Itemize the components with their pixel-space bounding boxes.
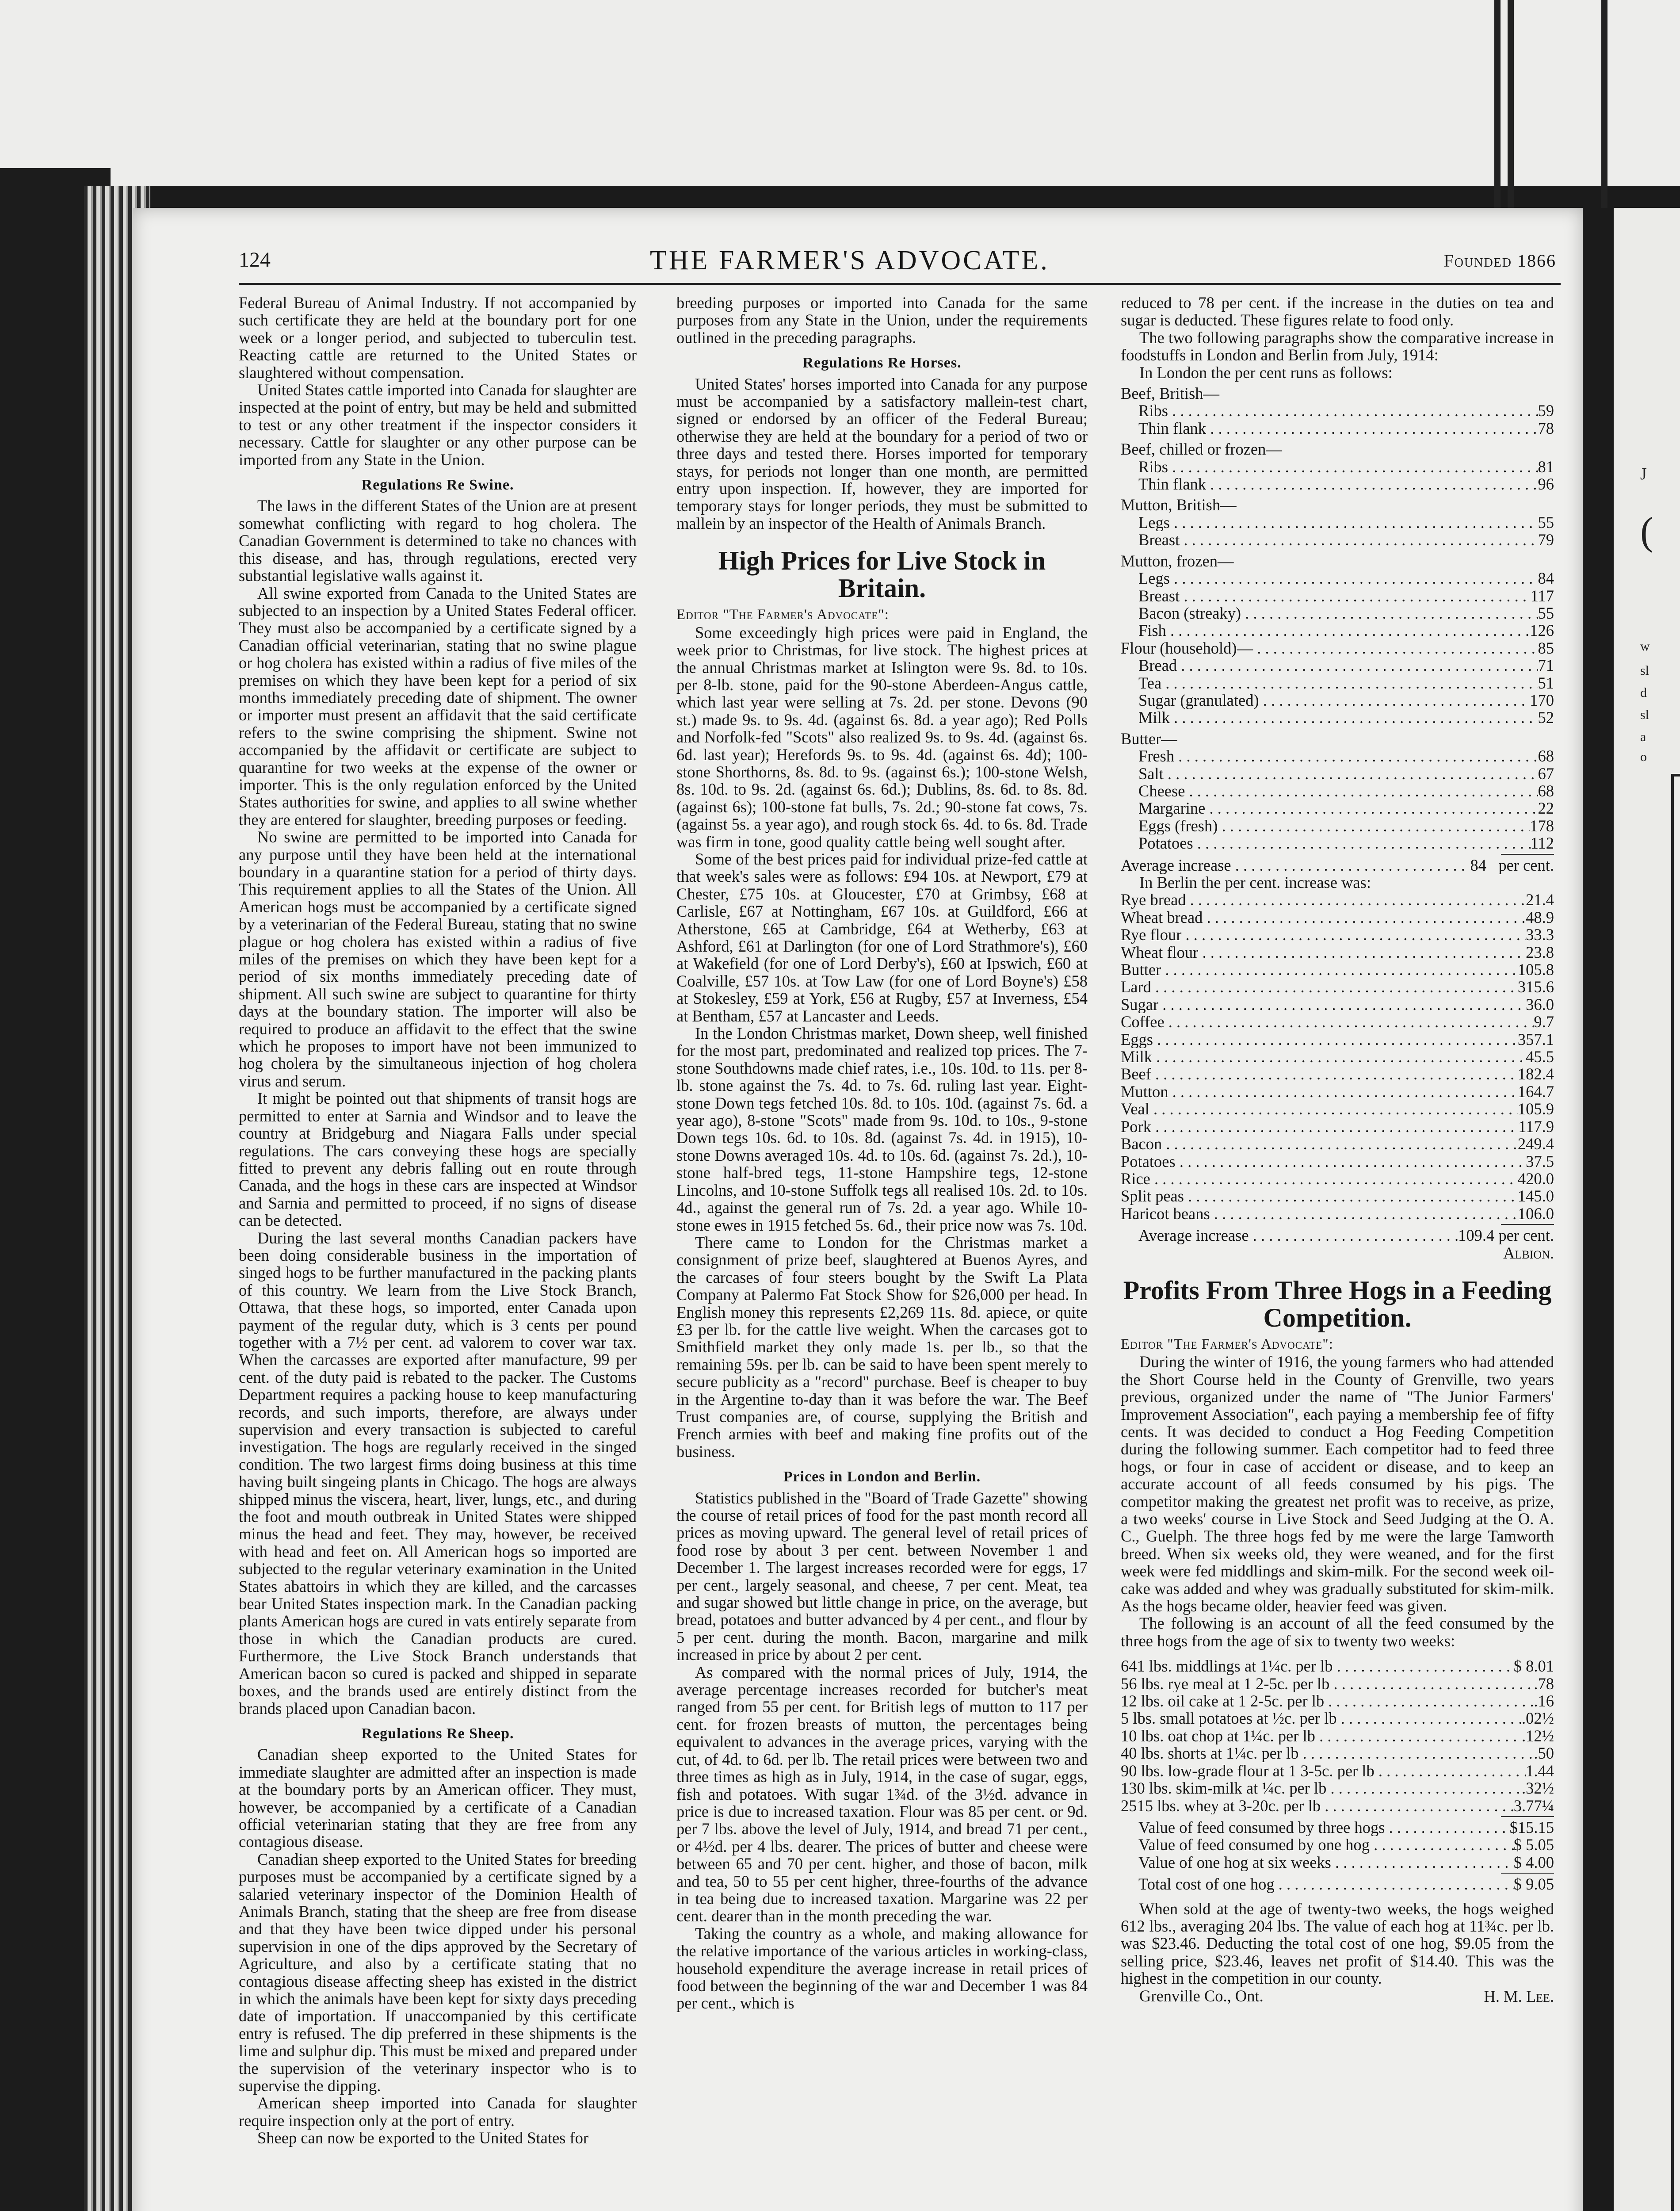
paragraph: The two following paragraphs show the comparative increase in foodstuffs in London and Berlin from July, 1914: xyxy=(1121,328,1554,364)
row-value: $ 5.05 xyxy=(1513,1836,1554,1854)
table-row xyxy=(1121,639,1554,657)
row-value: 3.77¼ xyxy=(1513,1796,1554,1815)
row-value: 23.8 xyxy=(1526,943,1554,961)
row-label: 10 lbs. oat chop at 1¼c. per lb . . . xyxy=(1121,1727,1522,1744)
row-label: Veal . . . xyxy=(1121,1100,1518,1117)
paragraph: Canadian sheep exported to the United States for breeding purposes must be accompanied by a certificate signed by a salaried veterinary inspector of the Dominion Health of Animals Branch, stating that the sheep are free from disease and that they have been twice dipped under his personal supervision in one of the dips approved by the Secretary of Agriculture, and also by a certificate stating that no contagious disease affecting sheep has existed in the district in which the animals have been kept for sixty days preceding date of importation. If unaccompanied by this certificate entry is refused. The dip preferred in these shipments is the lime and sulphur dip. This must be mixed and prepared under the supervision of the veterinary inspector who is to supervise the dipping. xyxy=(239,1850,637,2095)
row-label: Legs . . . xyxy=(1138,570,1538,587)
row-value: 1.44 xyxy=(1526,1761,1554,1780)
binding-shadow-top xyxy=(1463,0,1614,208)
founded-note: Founded 1866 xyxy=(1443,251,1556,271)
table-row xyxy=(1121,402,1554,419)
london-rows xyxy=(1121,747,1554,852)
table-row xyxy=(1121,514,1554,531)
table-row xyxy=(1121,657,1554,674)
row-value: 170 xyxy=(1530,691,1554,709)
scan-background-top xyxy=(0,0,1680,186)
table-category: Beef, chilled or frozen— xyxy=(1121,440,1282,459)
row-value: 79 xyxy=(1538,531,1554,549)
row-value: 71 xyxy=(1538,656,1554,675)
table-row xyxy=(1121,1135,1554,1152)
row-value: 81 xyxy=(1538,457,1554,476)
table-row xyxy=(1121,458,1554,475)
table-row xyxy=(1121,570,1554,587)
row-label: Average increase . . . xyxy=(1138,1227,1458,1244)
section-heading: Regulations Re Horses. xyxy=(802,355,962,371)
row-label: Legs . . . xyxy=(1138,514,1538,531)
row-label: Beef . . . xyxy=(1121,1065,1518,1083)
paragraph: As compared with the normal prices of July, 1914, the average percentage increases recorded for butcher's meat ranged from 55 per cent. for British legs of mutton to 117 per cent. for frozen breasts of mutton, the percentages being equivalent to advances in the average prices, varying with the cut, of 4d. to 6d. per lb. The retail prices were between two and three times as high as in July, 1914, in the case of sugar, eggs, fish and potatoes. With sugar 1¾d. of the 3½d. advance in price is due to increased taxation. Flour was 85 per cent. or 9d. per 7 lbs. above the level of July, 1914, and bread 71 per cent., or 4½d. per 4 lbs. dearer. The prices of butter and cheese were between 65 and 70 per cent. higher, and those of bacon, milk and tea, 50 to 55 per cent higher, three-fourths of the advance in tea being due to increased taxation. Margarine was 22 per cent. dearer than in the month preceding the war. xyxy=(676,1663,1088,1925)
table-row xyxy=(1138,747,1554,765)
table-row xyxy=(1138,799,1554,817)
row-value: 78 xyxy=(1538,419,1554,437)
row-value: 105.9 xyxy=(1517,1100,1554,1118)
row-label: Milk . . . xyxy=(1138,709,1538,726)
place-line: Grenville Co., Ont. xyxy=(1139,1986,1264,2005)
row-label: Rye bread . . . xyxy=(1121,891,1526,908)
row-label: Total cost of one hog . . . xyxy=(1138,1875,1514,1893)
page-number: 124 xyxy=(239,248,271,272)
table-row xyxy=(1121,1031,1554,1048)
row-label: Thin flank . . . xyxy=(1138,475,1538,493)
table-row xyxy=(1138,622,1554,639)
row-label: Margarine . . . xyxy=(1138,799,1538,817)
row-value: .12½ xyxy=(1522,1726,1554,1745)
table-row xyxy=(1121,1083,1554,1100)
table-row xyxy=(1121,674,1554,692)
row-value: 315.6 xyxy=(1517,978,1554,996)
paragraph: No swine are permitted to be imported into Canada for any purpose until they have been held at the international boundary in a quarantine station for a period of thirty days. This requirement applies to all the States of the Union. All American hogs must be accompanied by a certificate signed by a veterinarian of the Federal Bureau, stating that no swine plague or hog cholera has existed within a radius of five miles of the premises on which they have been kept for a period of six months immediately preceding date of shipment. All such swine are subject to quarantine for thirty days at the boundary station. The importer will also be required to produce an affidavit to the effect that the swine which he proposes to import have not been immunized to hog cholera by the simultaneous injection of hog cholera virus and serum. xyxy=(239,828,637,1090)
table-rule xyxy=(1501,1816,1554,1817)
row-label: 641 lbs. middlings at 1¼c. per lb . . . xyxy=(1121,1657,1514,1675)
row-value: 105.8 xyxy=(1517,960,1554,979)
row-label: 130 lbs. skim-milk at ¼c. per lb . . . xyxy=(1121,1779,1522,1797)
table-category: Butter— xyxy=(1121,729,1177,748)
row-label: 5 lbs. small potatoes at ½c. per lb . . . xyxy=(1121,1710,1522,1727)
paragraph: United States' horses imported into Canada for any purpose must be accompanied by a satisfactory mallein-test chart, signed or endorsed by an officer of the Federal Bureau; otherwise they are held at the boundary for a period of two or three days and tested there. Horses imported for temporary stays, for periods not longer than one month, are permitted entry upon inspection. If, however, they are imported for temporary stays for longer periods, they must be submitted to mallein by an inspector of the Health of Animals Branch. xyxy=(676,375,1088,532)
row-value: 59 xyxy=(1538,402,1554,420)
row-value: $ 8.01 xyxy=(1513,1657,1554,1675)
average-value: 84 xyxy=(1470,856,1486,874)
table-row xyxy=(1121,420,1554,437)
row-value: .32½ xyxy=(1522,1779,1554,1798)
paragraph: American sheep imported into Canada for slaughter require inspection only at the port of entry. xyxy=(239,2094,637,2130)
table-row xyxy=(1121,891,1554,908)
table-rule xyxy=(1501,1224,1554,1225)
author-signature: Albion. xyxy=(1503,1243,1554,1262)
row-value: 117 xyxy=(1530,586,1554,605)
berlin-price-table xyxy=(1121,891,1554,1222)
row-label: Bacon . . . xyxy=(1121,1135,1518,1152)
row-value: 126 xyxy=(1530,621,1554,640)
row-value: 48.9 xyxy=(1526,908,1554,926)
row-label: Ribs . . . xyxy=(1138,402,1538,419)
row-label: 56 lbs. rye meal at 1 2-5c. per lb . . . xyxy=(1121,1675,1534,1692)
table-row xyxy=(1121,1013,1554,1030)
row-value: 52 xyxy=(1538,708,1554,727)
column-2 xyxy=(676,294,1088,2012)
row-value: 182.4 xyxy=(1517,1065,1554,1083)
london-rows xyxy=(1121,604,1554,639)
london-categories xyxy=(1121,385,1554,604)
table-row xyxy=(1121,1744,1554,1762)
row-label: Split peas . . . xyxy=(1121,1187,1518,1205)
table-row xyxy=(1138,1836,1554,1853)
row-value: 357.1 xyxy=(1517,1030,1554,1048)
paragraph: It might be pointed out that shipments of transit hogs are permitted to enter at Sarnia and Windsor and to leave the country at Bridgeburg and Niagara Falls under special regulations. The cars conveying these hogs are specially fitted to prevent any debris falling out en route through Canada, and the hogs in these cars are inspected at Windsor and Sarnia and permitted to proceed, if no signs of disease can be detected. xyxy=(239,1089,637,1230)
paragraph: Sheep can now be exported to the United States for xyxy=(257,2129,589,2147)
row-label: Milk . . . xyxy=(1121,1048,1526,1065)
table-row xyxy=(1121,909,1554,926)
row-label: Sugar (granulated) . . . xyxy=(1138,692,1530,709)
facing-page-fragment xyxy=(1614,208,1680,2211)
section-heading: Regulations Re Swine. xyxy=(361,477,514,493)
table-row xyxy=(1121,475,1554,493)
table-row xyxy=(1138,817,1554,834)
paragraph: Taking the country as a whole, and making allowance for the relative importance of the various articles in working-class, household expenditure the average increase in retail prices of food between the beginning of the war and December 1 was 84 per cent., which is xyxy=(676,1924,1088,2012)
row-value: 249.4 xyxy=(1517,1135,1554,1153)
row-label: Haricot beans . . . xyxy=(1121,1205,1518,1222)
row-value: 106.0 xyxy=(1517,1204,1554,1223)
row-label: 90 lbs. low-grade flour at 1 3-5c. per lb . . . xyxy=(1121,1762,1526,1779)
row-value: 37.5 xyxy=(1526,1152,1554,1171)
paragraph: In the London Christmas market, Down sheep, well finished for the most part, predominated and realized top prices. The 7-stone Southdowns made chief rates, i.e., 10s. 10d. to 11s. per 8-lb. stone against the 7s. 4d. to 7s. 6d. ruling last year. Eight-stone Down tegs fetched 10s. 8d. to 10s. 10d. (against 7s. 6d. a year ago), 8-stone "Scots" made from 9s. 10d. to 10s., 9-stone Down tegs 10s. 6d. to 10s. 8d. (against 7s. 4d. in 1915), 10-stone Downs averaged 10s. 4d. to 10s. 6d. (against 7s. 2d.), 10-stone half-bred tegs, 11-stone Hampshire tegs, 12-stone Lincolns, and 10-stone Suffolk tegs all realised 10s. 2d. to 10s. 4d., against the general run of 7s. 2d. a year ago. While 10-stone ewes in 1915 fetched 5s. 6d., their price now was 7s. 10d. xyxy=(676,1024,1088,1234)
table-row xyxy=(1121,1797,1554,1814)
table-rule xyxy=(1501,854,1554,855)
table-row xyxy=(1121,587,1554,604)
table-row xyxy=(1121,1170,1554,1187)
row-value: 145.0 xyxy=(1517,1187,1554,1205)
table-row xyxy=(1121,1205,1554,1222)
table-row xyxy=(1138,1819,1554,1836)
row-label: Rye flour . . . xyxy=(1121,926,1526,943)
table-row xyxy=(1121,692,1554,709)
paragraph: reduced to 78 per cent. if the increase in the duties on tea and sugar is deducted. These figures relate to food only. xyxy=(1121,294,1554,329)
masthead-title: THE FARMER'S ADVOCATE. xyxy=(650,245,1050,275)
article-headline: High Prices for Live Stock in Britain. xyxy=(718,546,1046,603)
facing-page-letter: J xyxy=(1640,465,1647,483)
facing-page-box xyxy=(1671,774,1680,2211)
row-label: Bacon (streaky) . . . xyxy=(1138,604,1538,622)
row-label: Wheat flour . . . xyxy=(1121,944,1526,961)
paragraph: Federal Bureau of Animal Industry. If not accompanied by such certificate they are held at the boundary port for one week or a longer period, and subjected to tuberculin test. Reacting cattle are returned to the United States or slaughtered without compensation. xyxy=(239,294,637,382)
row-value xyxy=(1470,857,1554,874)
facing-page-letter: sl xyxy=(1640,708,1649,722)
london-rows xyxy=(1121,639,1554,727)
column-3 xyxy=(1121,294,1554,2005)
row-value: 45.5 xyxy=(1526,1048,1554,1066)
row-label: Thin flank . . . xyxy=(1138,420,1538,437)
london-price-table xyxy=(1121,385,1554,874)
row-value: .16 xyxy=(1534,1692,1554,1710)
editor-salutation: Editor "The Farmer's Advocate": xyxy=(1121,1336,1333,1352)
table-row xyxy=(1121,944,1554,961)
row-value: 67 xyxy=(1538,764,1554,783)
article-headline: Profits From Three Hogs in a Feeding Competition. xyxy=(1123,1275,1552,1332)
row-label: Pork . . . xyxy=(1121,1118,1518,1135)
row-value: 178 xyxy=(1530,816,1554,835)
feed-cost-table xyxy=(1121,1657,1554,1814)
paragraph: Statistics published in the "Board of Trade Gazette" showing the course of retail prices of food for the past month record all prices as moving upward. The general level of retail prices of food rose by about 3 per cent. between November 1 and December 1. The largest increases recorded were for eggs, 17 per cent., largely seasonal, and cheese, 7 per cent. Meat, tea and sugar showed but little change in price, on the average, but bread, potatoes and butter advanced by 4 per cent., and flour by 5 per cent. during the month. Bacon, margarine and milk increased in price by about 2 per cent. xyxy=(676,1488,1088,1664)
table-row xyxy=(1138,604,1554,622)
table-row xyxy=(1121,531,1554,548)
section-heading: Prices in London and Berlin. xyxy=(783,1469,981,1485)
row-label: Eggs . . . xyxy=(1121,1031,1518,1048)
facing-page-letter: ( xyxy=(1640,509,1653,553)
table-row xyxy=(1121,996,1554,1013)
table-row xyxy=(1121,978,1554,995)
row-label: Tea . . . xyxy=(1138,674,1538,692)
row-value: 420.0 xyxy=(1517,1169,1554,1188)
row-label: Wheat bread . . . xyxy=(1121,909,1526,926)
berlin-average-row xyxy=(1121,1227,1554,1244)
row-value: 68 xyxy=(1538,747,1554,765)
row-value: 117.9 xyxy=(1518,1117,1554,1136)
row-value: 84 xyxy=(1538,569,1554,588)
row-value: $ 9.05 xyxy=(1513,1875,1554,1894)
row-label: Value of one hog at six weeks . . . xyxy=(1138,1854,1514,1871)
table-row xyxy=(1121,1675,1554,1692)
row-label: Coffee . . . xyxy=(1121,1013,1534,1030)
table-row xyxy=(1121,1048,1554,1065)
table-row xyxy=(1121,1762,1554,1779)
table-row xyxy=(1121,1118,1554,1135)
row-value: $15.15 xyxy=(1509,1818,1554,1836)
editor-salutation: Editor "The Farmer's Advocate": xyxy=(676,607,889,623)
table-row xyxy=(1138,765,1554,782)
row-value: 85 xyxy=(1538,639,1554,657)
row-value: .02½ xyxy=(1522,1709,1554,1728)
row-label: Ribs . . . xyxy=(1138,458,1538,475)
table-category: Mutton, British— xyxy=(1121,496,1237,514)
table-row xyxy=(1121,709,1554,726)
london-average-row xyxy=(1121,857,1554,874)
row-value: 164.7 xyxy=(1517,1082,1554,1101)
table-row xyxy=(1138,782,1554,799)
row-label: Salt . . . xyxy=(1138,765,1538,782)
paragraph: When sold at the age of twenty-two weeks, the hogs weighed 612 lbs., averaging 204 lbs. The value of each hog at 11¾c. per lb. was $23.46. Deducting the total cost of one hog, $9.05 from the selling price, $23.46, leaves net profit of $14.40. This was the highest in the competition in our county. xyxy=(1121,1899,1554,1988)
row-value: 55 xyxy=(1538,604,1554,622)
row-value: 68 xyxy=(1538,781,1554,800)
paragraph: The following is an account of all the feed consumed by the three hogs from the age of six to twenty two weeks: xyxy=(1121,1614,1554,1650)
facing-page-letter: o xyxy=(1640,750,1647,764)
section-heading: Regulations Re Sheep. xyxy=(361,1725,514,1742)
row-value: .50 xyxy=(1534,1744,1554,1763)
row-label: Fresh . . . xyxy=(1138,747,1538,765)
table-row xyxy=(1121,1657,1554,1675)
table-row xyxy=(1121,926,1554,943)
header-rule xyxy=(239,283,1561,285)
row-value: 36.0 xyxy=(1526,995,1554,1014)
row-value: $ 4.00 xyxy=(1513,1853,1554,1871)
row-label: Sugar . . . xyxy=(1121,996,1526,1013)
facing-page-letter: a xyxy=(1640,730,1646,744)
paragraph: United States cattle imported into Canada for slaughter are inspected at the point of entry, but may be held and submitted to test or any other treatment if the inspector considers it necessary. Cattle for slaughter or any other purpose can be imported from any State in the Union. xyxy=(239,381,637,469)
row-value: 22 xyxy=(1538,799,1554,818)
row-label: 40 lbs. shorts at 1¼c. per lb . . . xyxy=(1121,1744,1534,1762)
table-row xyxy=(1138,1854,1554,1871)
row-value: 33.3 xyxy=(1526,926,1554,944)
table-row xyxy=(1121,1100,1554,1117)
row-value: 51 xyxy=(1538,673,1554,692)
row-value: .78 xyxy=(1534,1674,1554,1693)
table-row xyxy=(1121,1065,1554,1083)
table-row xyxy=(1121,1692,1554,1710)
table-row xyxy=(1121,1187,1554,1205)
row-value: 21.4 xyxy=(1526,891,1554,909)
row-label: Potatoes . . . xyxy=(1138,834,1531,852)
author-signature: H. M. Lee. xyxy=(1484,1987,1554,2005)
page-header xyxy=(239,245,1565,279)
column-1 xyxy=(239,294,637,2147)
row-label: Fish . . . xyxy=(1138,622,1530,639)
row-label: Mutton . . . xyxy=(1121,1083,1518,1100)
paragraph: Some of the best prices paid for individual prize-fed cattle at that week's sales were as follows: £94 10s. at Newport, £79 at Chester, £75 10s. at Gloucester, £70 at Grimbsy, £68 at Carlisle, £67 at Nottingham, £67 10s. at Guildford, £66 at Atherstone, £65 at Cambridge, £64 at Wetherby, £63 at Ashford, £61 at Darlington (for one of Lord Strathmore's), £60 at Wakefield (for one of Lord Derby's), £60 at Ipswich, £60 at Coalville, £57 10s. at Tow Law (for one of Lord Boyne's) £58 at Stokesley, £59 at York, £56 at Rugby, £57 at Inverness, £54 at Bentham, £57 at Lancaster and Leeds. xyxy=(676,849,1088,1025)
row-label: Breast . . . xyxy=(1138,531,1538,548)
paragraph: Canadian sheep exported to the United States for immediate slaughter are admitted after an inspection is made at the boundary ports by an American officer. They must, however, be accompanied by a certificate of a Canadian official veterinarian stating that they are free from any contagious disease. xyxy=(239,1745,637,1851)
paragraph: Some exceedingly high prices were paid in England, the week prior to Christmas, for live stock. The highest prices at the annual Christmas market at Islington were 9s. 8d. to 10s. per 8-lb. stone, paid for the 90-stone Aberdeen-Angus cattle, which last year were selling at 7s. 2d. per stone. Devons (90 st.) made 9s. to 9s. 4d. (against 6s. 8d. a year ago); Red Polls and Norfolk-fed "Scots" also realized 9s. to 9s. 4d. (against 6s. 6d. last year); Herefords 9s. to 9s. 4d. (against 6s. 4d); 100-stone Shorthorns, 8s. 8d. to 9s. (against 6s.); 100-stone Welsh, 8s. 10d. to 9s. 2d. (against 6s. 6d.); Dublins, 8s. 6d. to 8s. 8d. (against 6s); 100-stone fat bulls, 7s. 2d.; 90-stone fat cows, 7s. (against 5s. a year ago), and rough stock 6s. 4d. to 6s. 8d. Trade was firm in tone, good quality cattle being well sought after. xyxy=(676,623,1088,851)
paragraph: The laws in the different States of the Union are at present somewhat conflicting with regard to hog cholera. The Canadian Government is determined to take no chances with this disease, and has, through regulations, erected very substantial legislative walls against it. xyxy=(239,497,637,585)
row-label: Cheese . . . xyxy=(1138,782,1538,799)
total-cost-row xyxy=(1121,1875,1554,1893)
table-row xyxy=(1138,834,1554,852)
row-label: Potatoes . . . xyxy=(1121,1153,1526,1170)
facing-page-letter: w xyxy=(1640,639,1650,654)
paragraph: breeding purposes or imported into Canada for the same purposes from any State in the Union, under the requirements outlined in the preceding paragraphs. xyxy=(676,294,1088,347)
row-label: Butter . . . xyxy=(1121,961,1518,978)
paragraph: There came to London for the Christmas market a consignment of prize beef, slaughtered at Buenos Ayres, and the carcases of four steers bought by the Swift La Plata Company at Palermo Fat Stock Show for $26,000 per head. In English money this represents £2,269 11s. 8d. apiece, or quite £3 per lb. for the cattle live weight. When the carcases got to Smithfield market they only made 1s. per lb., so that the remaining 59s. per lb. can be said to have been spent merely to secure publicity as a "record" purchase. Beef is cheaper to buy in the Argentine to-day than it was before the war. The Beef Trust companies are, of course, supplying the British and French armies with beef and making fine profits out of the business. xyxy=(676,1233,1088,1461)
table-rule xyxy=(1501,1873,1554,1874)
row-value: 96 xyxy=(1538,475,1554,493)
row-label: Flour (household)— . . . xyxy=(1121,639,1538,657)
row-label: Bread . . . xyxy=(1138,657,1538,674)
table-row xyxy=(1121,1779,1554,1797)
paragraph: During the last several months Canadian packers have been doing considerable business in the importation of singed hogs to be further manufactured in the packing plants of this country. We learn from the Live Stock Branch, Ottawa, that these hogs, so imported, enter Canada upon payment of the regular duty, which is 3 cents per pound together with a 7½ per cent. ad valorem to cover war tax. When the carcasses are exported after manufacture, 99 per cent. of the duty paid is rebated to the packer. The Customs Department requires a packing house to keep manufacturing records, and such imports, therefore, are always under supervision and every transaction is subjected to careful investigation. The hogs are regularly received in the singed condition. The two largest firms doing business at this time having built singeing plants in Chicago. The hogs are always shipped minus the viscera, heart, liver, lungs, etc., and during the foot and mouth outbreak in United States were shipped minus the head and feet. They may, however, be received with head and feet on. All American hogs so imported are subjected to the regular veterinary examination in the United States abattoirs in which they are killed, and the carcasses bear United States inspection mark. In the Canadian packing plants American hogs are cured in vats entirely separate from those in which the Canadian products are cured. Furthermore, the Live Stock Branch understands that American bacon so cured is packed and shipped in separate boxes, and the brands used are entirely distinct from the brands placed upon Canadian bacon. xyxy=(239,1228,637,1718)
average-unit: per cent. xyxy=(1498,856,1554,874)
paragraph: During the winter of 1916, the young farmers who had attended the Short Course held in the County of Grenville, two years previous, organized under the name of "The Junior Farmers' Improvement Association", each paying a membership fee of fifty cents. It was decided to conduct a Hog Feeding Competition during the following summer. Each competitor had to feed three hogs, or four in case of accident or disease, and to keep an accurate account of all feeds consumed by his pigs. The competitor making the greatest net profit was to receive, as prize, a two weeks' course in Live Stock and Seed Judging at the O. A. C., Guelph. The three hogs fed by me were the large Tamworth breed. When six weeks old, they were weaned, and for the first week were fed middlings and skim-milk. For the second week oil-cake was added and whey was gradually substituted for skim-milk. As the hogs became older, heavier feed was given. xyxy=(1121,1353,1554,1615)
value-summary-table xyxy=(1121,1819,1554,1871)
facing-page-letter: sl xyxy=(1640,663,1649,678)
table-row xyxy=(1121,1727,1554,1744)
table-category: Beef, British— xyxy=(1121,384,1220,403)
paragraph: In London the per cent runs as follows: xyxy=(1139,363,1393,382)
paragraph: All swine exported from Canada to the United States are subjected to an inspection by a United States Federal officer. They must also be accompanied by a certificate signed by a Canadian official veterinarian, stating that no swine plague or hog cholera has existed within a radius of five miles of the premises on which they have been kept for a period of six months immediately preceding date of shipment. The owner or importer must present an affidavit that the said certificate refers to the swine comprising the shipment. Swine not accompanied by the affidavit or certificate are subject to quarantine for two weeks at the expense of the owner or importer. This is the only regulation enforced by the United States authorities for swine, and applies to all swine whether they are entered for slaughter, breeding purposes or feeding. xyxy=(239,584,637,829)
row-label: Rice . . . xyxy=(1121,1170,1518,1187)
paragraph: In Berlin the per cent. increase was: xyxy=(1139,873,1371,891)
table-row xyxy=(1121,1153,1554,1170)
row-value: 112 xyxy=(1530,834,1554,853)
row-label: 2515 lbs. whey at 3-20c. per lb . . . xyxy=(1121,1797,1514,1814)
row-label: 12 lbs. oil cake at 1 2-5c. per lb . . . xyxy=(1121,1692,1534,1710)
row-label: Lard . . . xyxy=(1121,978,1518,995)
row-label: Eggs (fresh) . . . xyxy=(1138,817,1530,834)
table-category: Mutton, frozen— xyxy=(1121,551,1234,570)
row-value: 109.4 per cent. xyxy=(1458,1226,1554,1245)
row-label: Average increase . . . xyxy=(1121,857,1470,874)
facing-page-letter: d xyxy=(1640,685,1647,700)
row-value: 9.7 xyxy=(1534,1013,1554,1031)
row-label: Value of feed consumed by one hog . . . xyxy=(1138,1836,1514,1853)
row-value: 55 xyxy=(1538,513,1554,532)
row-label: Value of feed consumed by three hogs . . . xyxy=(1138,1819,1510,1836)
row-label: Breast . . . xyxy=(1138,587,1531,604)
table-row xyxy=(1121,961,1554,978)
table-row xyxy=(1121,1710,1554,1727)
